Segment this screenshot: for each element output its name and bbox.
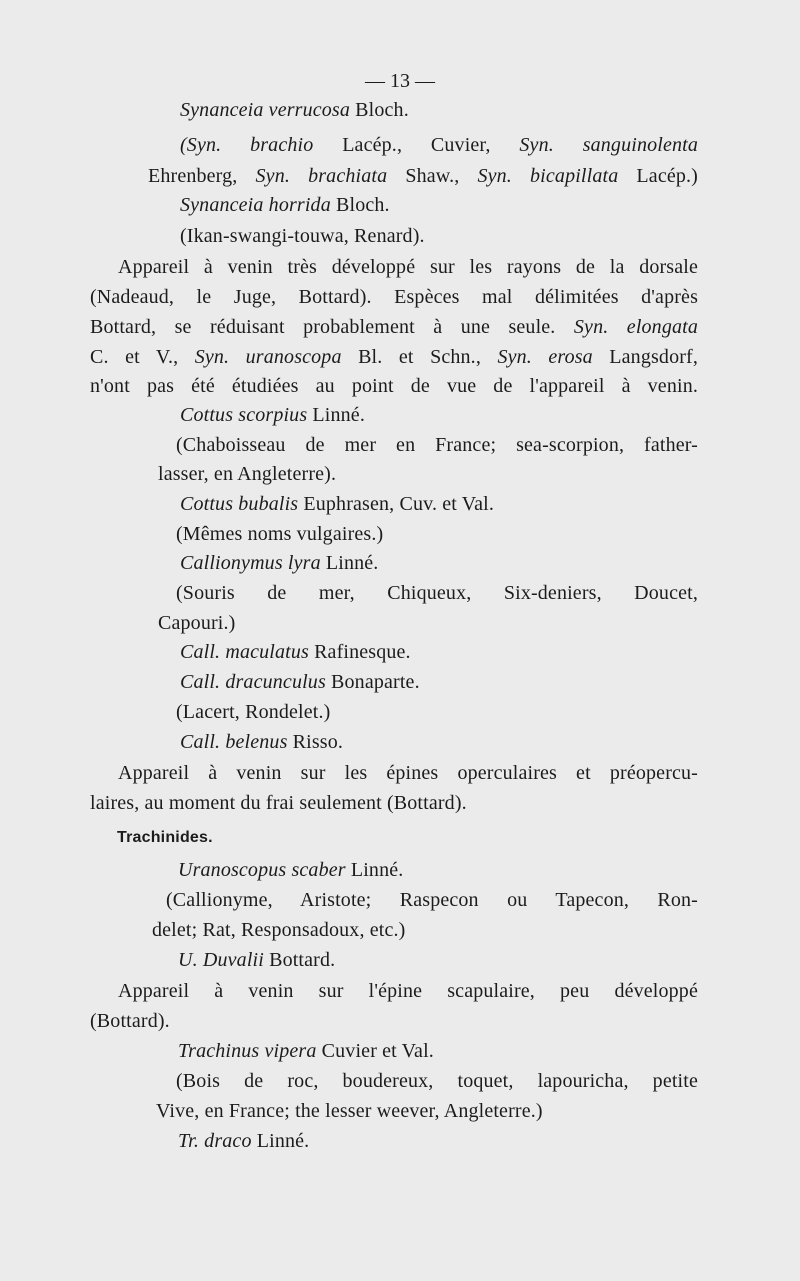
text-line (178, 947, 335, 973)
text-line (118, 254, 698, 280)
text-run: Appareil à venin sur l'épine scapulaire, peu développé (118, 980, 698, 1002)
section-heading (117, 827, 213, 849)
text-run: Trachinides. (117, 829, 213, 846)
text-line (180, 729, 343, 755)
text-run: (Bottard). (90, 1010, 170, 1032)
text-line (118, 978, 698, 1004)
text-run: Capouri.) (158, 612, 236, 634)
text-run: Vive, en France; the lesser weever, Angleterre.) (156, 1100, 543, 1122)
text-line (178, 1128, 309, 1154)
text-line (180, 639, 411, 665)
text-line (180, 97, 409, 123)
text-run: delet; Rat, Responsadoux, etc.) (152, 919, 406, 941)
text-run: Linné. (345, 859, 404, 881)
text-run: C. et V., (90, 346, 195, 368)
text-line (180, 669, 420, 695)
text-line (152, 917, 405, 943)
text-run: (Lacert, Rondelet.) (176, 701, 331, 723)
text-run: n'ont pas été étudiées au point de vue de l'appareil à venin. (90, 375, 698, 397)
text-line (158, 610, 235, 636)
text-run: Linné. (307, 404, 365, 426)
italic-text: (Syn. brachio (180, 134, 314, 156)
italic-text: Tr. draco (178, 1130, 252, 1152)
italic-text: Callionymus lyra (180, 552, 321, 574)
italic-text: Trachinus vipera (178, 1040, 317, 1062)
text-run: Lacép., Cuvier, (313, 134, 520, 156)
text-run: Appareil à venin sur les épines operculaires et préopercu- (118, 762, 698, 784)
italic-text: Cottus bubalis (180, 493, 299, 515)
italic-text: Synanceia verrucosa (180, 99, 351, 121)
text-line (90, 790, 467, 816)
text-run: Lacép.) (618, 165, 698, 187)
text-run: (Souris de mer, Chiqueux, Six-deniers, Doucet, (176, 582, 698, 604)
text-line (90, 314, 698, 340)
text-line (180, 491, 494, 517)
italic-text: Syn. elongata (573, 316, 698, 338)
italic-text: Syn. brachiata (255, 165, 388, 187)
text-run: Appareil à venin très développé sur les rayons de la dorsale (118, 256, 698, 278)
italic-text: Cottus scorpius (180, 404, 308, 426)
text-run: Bloch. (330, 194, 390, 216)
text-run: Euphrasen, Cuv. et Val. (298, 493, 495, 515)
text-line (176, 432, 698, 458)
text-line (166, 887, 698, 913)
text-line (180, 223, 425, 249)
text-run: Bottard. (263, 949, 336, 971)
italic-text: Call. dracunculus (180, 671, 326, 693)
italic-text: Call. maculatus (180, 641, 309, 663)
text-line (180, 550, 378, 576)
text-run: laires, au moment du frai seulement (Bottard). (90, 792, 467, 814)
text-run: Bloch. (350, 99, 409, 121)
text-run: Shaw., (387, 165, 478, 187)
text-run: Risso. (287, 731, 344, 753)
text-line (180, 132, 698, 158)
text-run: lasser, en Angleterre). (158, 463, 337, 485)
text-line (180, 402, 365, 428)
italic-text: Syn. erosa (497, 346, 593, 368)
text-line (176, 580, 698, 606)
text-run: Bonaparte. (325, 671, 420, 693)
italic-text: Syn. bicapillata (477, 165, 619, 187)
italic-text: Uranoscopus scaber (178, 859, 346, 881)
text-run: (Chaboisseau de mer en France; sea-scorpion, father- (176, 434, 698, 456)
text-line (176, 699, 330, 725)
text-run: Rafinesque. (308, 641, 411, 663)
text-line (176, 1068, 698, 1094)
text-run: Linné. (251, 1130, 310, 1152)
text-line (158, 461, 336, 487)
text-run: (Bois de roc, boudereux, toquet, lapouricha, petite (176, 1070, 698, 1092)
text-line (178, 1038, 434, 1064)
italic-text: Syn. sanguinolenta (519, 134, 698, 156)
text-run: Linné. (320, 552, 379, 574)
text-run: Langsdorf, (592, 346, 698, 368)
text-line (180, 192, 390, 218)
text-line (156, 1098, 543, 1124)
italic-text: Syn. uranoscopa (194, 346, 342, 368)
text-run: Cuvier et Val. (316, 1040, 434, 1062)
italic-text: U. Duvalii (178, 949, 264, 971)
text-run: (Nadeaud, le Juge, Bottard). Espèces mal délimitées d'après (90, 286, 698, 308)
text-line (90, 1008, 170, 1034)
text-line (90, 344, 698, 370)
italic-text: Call. belenus (180, 731, 288, 753)
text-run: (Ikan-swangi-touwa, Renard). (180, 225, 425, 247)
text-line (118, 760, 698, 786)
text-run: (Mêmes noms vulgaires.) (176, 523, 384, 545)
text-line (90, 284, 698, 310)
text-line (148, 163, 698, 189)
text-line (178, 857, 403, 883)
italic-text: Synanceia horrida (180, 194, 331, 216)
text-run: Bottard, se réduisant probablement à une seule. (90, 316, 574, 338)
page-number: — 13 — (365, 70, 435, 92)
text-run: Bl. et Schn., (341, 346, 498, 368)
text-line (176, 521, 383, 547)
text-line (90, 373, 698, 399)
text-run: (Callionyme, Aristote; Raspecon ou Tapecon, Ron- (166, 889, 698, 911)
text-run: Ehrenberg, (148, 165, 256, 187)
